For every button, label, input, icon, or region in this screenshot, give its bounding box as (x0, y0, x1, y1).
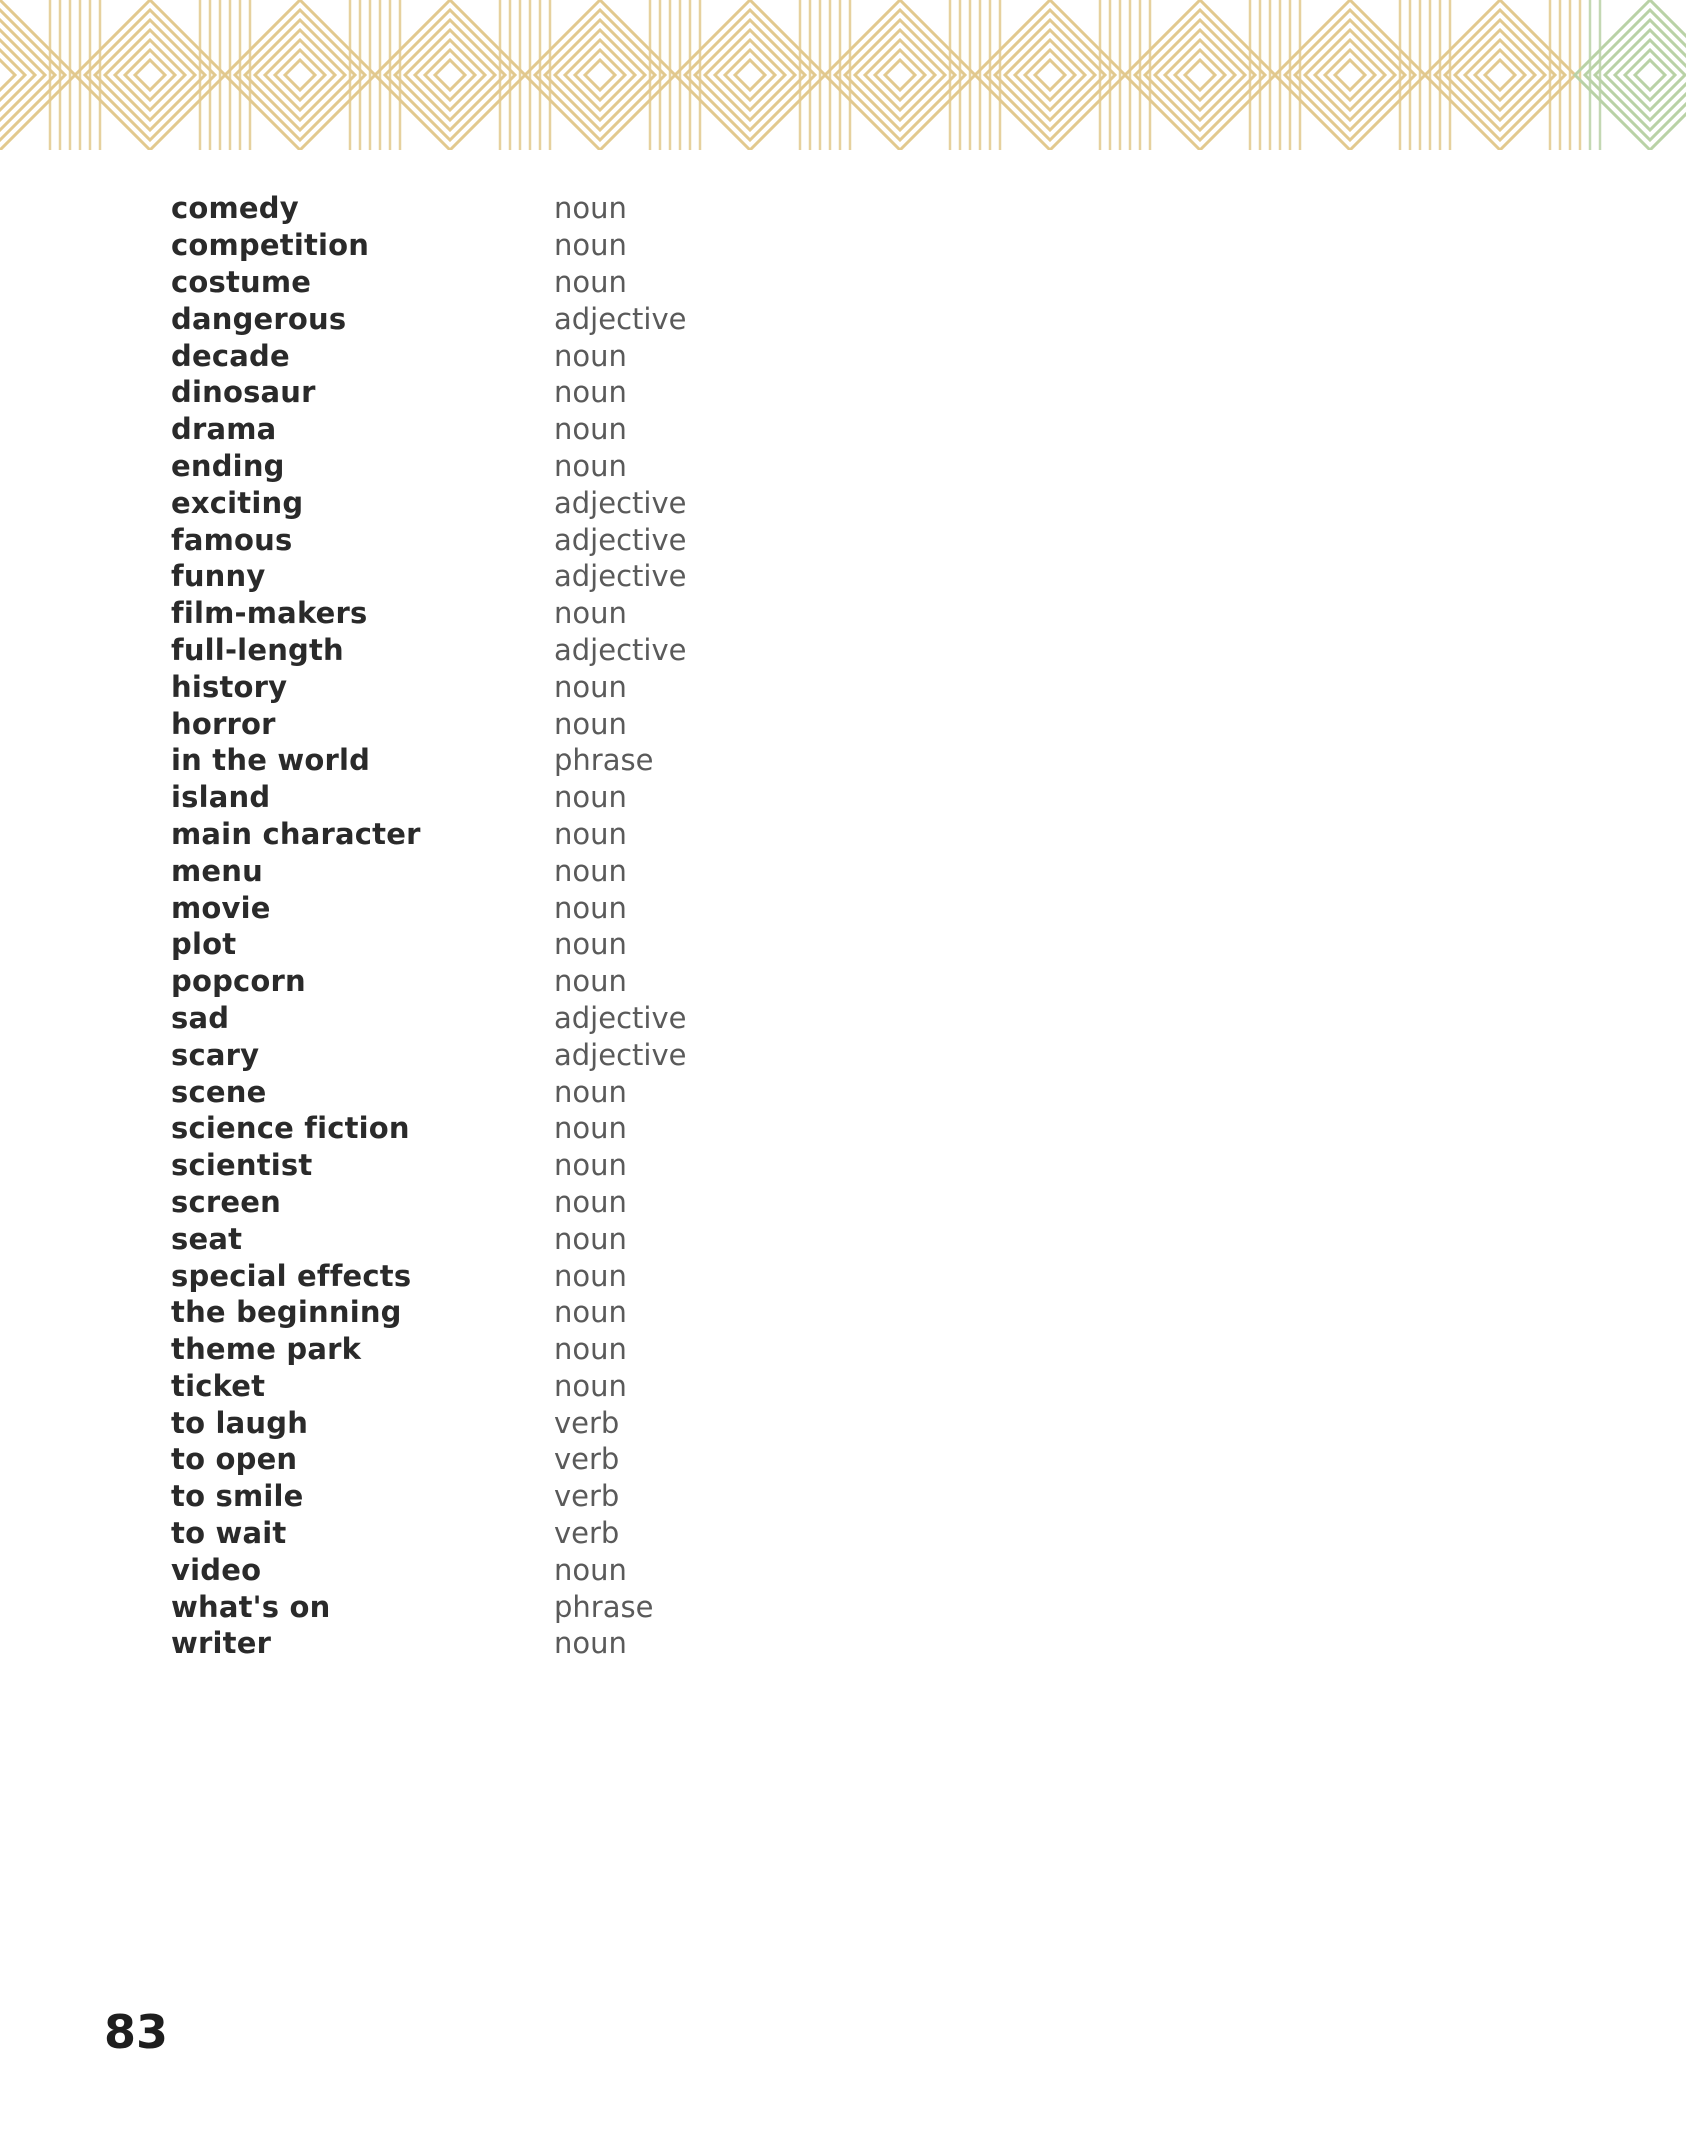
vocab-row (171, 1073, 1071, 1110)
vocab-row (171, 264, 1071, 301)
vocab-row (171, 779, 1071, 816)
vocab-word: menu (171, 853, 263, 888)
vocab-row (171, 1331, 1071, 1368)
part-of-speech: noun (554, 1184, 627, 1219)
part-of-speech: adjective (554, 1000, 687, 1035)
vocab-word: film-makers (171, 596, 368, 631)
vocab-row (171, 889, 1071, 926)
vocab-word: decade (171, 338, 290, 373)
part-of-speech: phrase (554, 743, 654, 778)
vocab-word: dangerous (171, 301, 347, 336)
vocab-row (171, 190, 1071, 227)
part-of-speech: verb (554, 1479, 620, 1514)
vocab-word: special effects (171, 1258, 412, 1293)
vocab-word: theme park (171, 1332, 362, 1367)
vocab-word: screen (171, 1184, 281, 1219)
vocab-row (171, 300, 1071, 337)
vocab-word: plot (171, 927, 237, 962)
part-of-speech: noun (554, 264, 627, 299)
vocab-word: popcorn (171, 964, 306, 999)
vocab-row (171, 411, 1071, 448)
vocab-word: video (171, 1552, 262, 1587)
vocab-row (171, 227, 1071, 264)
vocab-row (171, 521, 1071, 558)
part-of-speech: adjective (554, 301, 687, 336)
part-of-speech: noun (554, 1626, 627, 1661)
part-of-speech: verb (554, 1516, 620, 1551)
vocab-word: drama (171, 412, 277, 447)
vocabulary-list (171, 190, 1071, 1662)
vocab-row (171, 1515, 1071, 1552)
part-of-speech: noun (554, 816, 627, 851)
vocab-row (171, 448, 1071, 485)
vocab-word: scary (171, 1037, 260, 1072)
part-of-speech: adjective (554, 559, 687, 594)
vocab-row (171, 1220, 1071, 1257)
part-of-speech: adjective (554, 485, 687, 520)
vocab-word: science fiction (171, 1111, 410, 1146)
vocab-row (171, 484, 1071, 521)
vocab-row (171, 1478, 1071, 1515)
vocab-word: scene (171, 1074, 267, 1109)
vocab-word: writer (171, 1626, 272, 1661)
part-of-speech: noun (554, 1295, 627, 1330)
part-of-speech: noun (554, 1148, 627, 1183)
vocab-word: exciting (171, 485, 304, 520)
vocab-row (171, 374, 1071, 411)
vocab-word: to open (171, 1442, 298, 1477)
vocab-row (171, 852, 1071, 889)
vocab-word: funny (171, 559, 266, 594)
part-of-speech: noun (554, 1332, 627, 1367)
part-of-speech: verb (554, 1405, 620, 1440)
part-of-speech: noun (554, 191, 627, 226)
vocab-word: what's on (171, 1589, 331, 1624)
vocab-word: scientist (171, 1148, 313, 1183)
part-of-speech: noun (554, 338, 627, 373)
vocab-row (171, 1036, 1071, 1073)
vocab-row (171, 742, 1071, 779)
page-number: 83 (104, 2005, 169, 2059)
vocab-row (171, 668, 1071, 705)
vocab-row (171, 1625, 1071, 1662)
part-of-speech: adjective (554, 522, 687, 557)
part-of-speech: noun (554, 228, 627, 263)
vocab-word: costume (171, 264, 312, 299)
part-of-speech: noun (554, 412, 627, 447)
part-of-speech: noun (554, 1368, 627, 1403)
vocab-row (171, 1588, 1071, 1625)
geometric-pattern-icon (0, 0, 1686, 150)
part-of-speech: noun (554, 375, 627, 410)
part-of-speech: noun (554, 669, 627, 704)
part-of-speech: adjective (554, 1037, 687, 1072)
vocab-row (171, 1184, 1071, 1221)
vocab-row (171, 337, 1071, 374)
vocab-word: sad (171, 1000, 230, 1035)
vocab-row (171, 1257, 1071, 1294)
part-of-speech: noun (554, 927, 627, 962)
part-of-speech: noun (554, 780, 627, 815)
vocab-row (171, 963, 1071, 1000)
vocab-row (171, 1441, 1071, 1478)
vocab-row (171, 558, 1071, 595)
part-of-speech: noun (554, 596, 627, 631)
part-of-speech: noun (554, 706, 627, 741)
part-of-speech: noun (554, 1221, 627, 1256)
vocab-word: main character (171, 816, 421, 851)
vocab-row (171, 1000, 1071, 1037)
vocab-row (171, 1147, 1071, 1184)
vocab-word: dinosaur (171, 375, 316, 410)
vocab-word: movie (171, 890, 271, 925)
part-of-speech: noun (554, 964, 627, 999)
vocab-row (171, 632, 1071, 669)
vocab-word: ticket (171, 1368, 266, 1403)
part-of-speech: phrase (554, 1589, 654, 1624)
part-of-speech: noun (554, 1258, 627, 1293)
vocab-row (171, 926, 1071, 963)
part-of-speech: noun (554, 890, 627, 925)
vocab-word: competition (171, 228, 370, 263)
part-of-speech: noun (554, 448, 627, 483)
vocab-word: famous (171, 522, 293, 557)
vocab-row (171, 1404, 1071, 1441)
vocab-word: ending (171, 448, 285, 483)
vocab-word: to wait (171, 1516, 287, 1551)
vocab-row (171, 1551, 1071, 1588)
vocab-row (171, 816, 1071, 853)
vocab-row (171, 705, 1071, 742)
vocab-row (171, 1294, 1071, 1331)
part-of-speech: noun (554, 1111, 627, 1146)
part-of-speech: verb (554, 1442, 620, 1477)
vocab-word: full-length (171, 632, 344, 667)
vocab-word: seat (171, 1221, 243, 1256)
vocab-word: comedy (171, 191, 299, 226)
part-of-speech: adjective (554, 632, 687, 667)
vocab-row (171, 595, 1071, 632)
vocab-row (171, 1368, 1071, 1405)
vocab-word: the beginning (171, 1295, 402, 1330)
decorative-header-banner (0, 0, 1686, 150)
part-of-speech: noun (554, 1074, 627, 1109)
vocab-word: to laugh (171, 1405, 309, 1440)
vocab-word: horror (171, 706, 276, 741)
vocab-word: island (171, 780, 271, 815)
vocab-word: history (171, 669, 288, 704)
vocab-word: to smile (171, 1479, 304, 1514)
vocab-word: in the world (171, 743, 371, 778)
part-of-speech: noun (554, 1552, 627, 1587)
part-of-speech: noun (554, 853, 627, 888)
vocab-row (171, 1110, 1071, 1147)
